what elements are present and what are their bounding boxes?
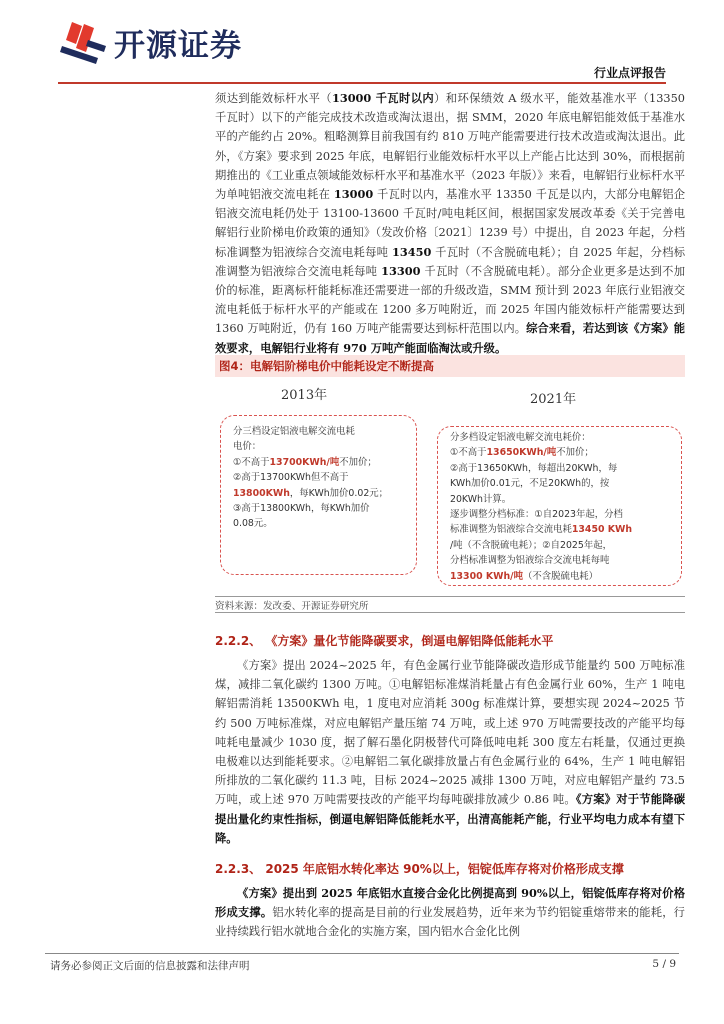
report-type-label: 行业点评报告 <box>593 66 666 80</box>
para1-bold-3: 13450 <box>392 244 432 259</box>
logo-text: 开源证券 <box>114 27 242 64</box>
box-2021-line: 20KWh计算。 <box>450 493 512 505</box>
box-2021-line: KWh加价0.01元，不足20KWh的，按 <box>450 478 610 490</box>
para1-text-2: ）和环保绩效 A 级水平，能效基准水平（13350 千瓦时）以下的产能完成技术改造或淘汰退出，据 SMM，2020 年底电解铝能效低于基准水平的产能约占 20%。粗略测算目前我国有约 810 万吨产能需要进行技术改造或淘汰退出。此外，《方案》要求到 2025 年底，电解铝行业能效标杆水平以上产能占比达到 30%，而根据前期推出的《工业重点领域能效标杆水平和基准水平（2023 年版）》来看，电解铝行业标杆水平为单吨铝液交流电耗在 <box>215 92 685 202</box>
box-2021-line: 13300 KWh/吨（不含脱硫电耗） <box>450 570 598 582</box>
box-2013-line: 分三档设定铝液电解交流电耗 <box>233 426 355 437</box>
year-label-2021: 2021年 <box>530 392 577 407</box>
box-2013-text <box>233 424 413 532</box>
box-2021-pricing <box>437 426 682 586</box>
box-2013-pricing <box>220 415 417 575</box>
section-223-body <box>215 884 685 948</box>
box-2013-line: 0.08元。 <box>233 518 273 530</box>
box-2021-line: 标准调整为铝液综合交流电耗13450 KWh <box>450 524 633 536</box>
box-2021-line: /吨（不含脱硫电耗）；②自2025年起， <box>450 539 612 551</box>
box-2013-line: ②高于13700KWh但不高于 <box>233 472 349 484</box>
box-2021-line: 分多档设定铝液电解交流电耗价： <box>450 432 591 443</box>
figure-tiered-pricing <box>215 378 685 598</box>
box-2021-line: ①不高于13650KWh/吨不加价； <box>450 447 594 459</box>
box-2013-line: 电价： <box>233 441 262 453</box>
header-divider <box>58 82 666 84</box>
para1-conclusion: 综合来看，若达到该《方案》能效要求，电解铝行业将有 970 万吨产能面临淘汰或升级。 <box>215 321 685 355</box>
para1-bold-2: 13000 <box>333 187 374 202</box>
box-2013-line: 13800KWh，每KWh加价0.02元； <box>233 487 389 499</box>
box-2021-text <box>450 430 680 584</box>
year-label-2013: 2013年 <box>281 388 328 403</box>
logo-mark-icon <box>58 18 110 66</box>
para1-bold-1: 13000 千瓦时以内 <box>331 91 435 105</box>
figure-title: 图4：电解铝阶梯电价中能耗设定不断提高 <box>215 355 685 377</box>
page-number: 5 / 9 <box>652 958 676 970</box>
section-223-bold: 《方案》提出到 2025 年底铝水直接合金化比例提高到 90%以上，铝锭低库存将对价格形成支撑。 <box>215 886 685 920</box>
para1-bold-4: 13300 <box>381 263 421 278</box>
paragraph-energy-standards <box>215 89 685 358</box>
source-divider-top <box>215 596 685 597</box>
para1-text-4: 千瓦时（不含脱硫电耗）；自 2025 年起，分档标准调整为铝液综合交流电耗每吨 <box>215 245 686 278</box>
para1-text-5: 千瓦时（不含脱硫电耗）。部分企业更多是达到不加价的标准，距离标杆能耗标准还需要进一部的升级改造，SMM 预计到 2023 年底行业铝液交流电耗低于标杆水平的产能或在 1200 多万吨附近，而 2025 年国内能效标杆产能需要达到 1360 万吨附近，仍有 160 万吨产能需要达到标杆范围以内。 <box>215 264 685 336</box>
section-222-conclusion: 《方案》对于节能降碳提出量化约束性指标，倒逼电解铝降低能耗水平，出清高能耗产能，行业平均电力成本有望下降。 <box>215 792 685 845</box>
box-2013-line: ①不高于13700KWh/吨不加价； <box>233 456 377 468</box>
section-222-text: 《方案》提出 2024~2025 年，有色金属行业节能降碳改造形成节能量约 500 万吨标准煤，减排二氧化碳约 1300 万吨。①电解铝标准煤消耗量占有色金属行业 60%，生产 1 吨电解铝需消耗 13500KWh 电，1 度电对应消耗 300g 标准煤计算，要想实现 2024~2025 节约 500 万吨标准煤，对应电解铝产量压缩 74 万吨，或上述 970 万吨需要技改的产能平均每吨耗电量减少 1030 度，据了解石墨化阴极替代可降低吨电耗 300 度左右耗量，仅通过更换电极难以达到能耗要求。②电解铝二氧化碳排放量占有色金属行业的 64%，生产 1 吨电解铝所排放的二氧化碳约 11.3 吨，目标 2024~2025 减排 1300 万吨，对应电解铝产量约 73.5 万吨，或上述 970 万吨需要技改的产能平均每吨碳排放减少 0.86 吨。 <box>215 659 685 807</box>
box-2021-line: 逐步调整分档标准：①自2023年起，分档 <box>450 509 623 521</box>
box-2021-line: 分档标准调整为铝液综合交流电耗每吨 <box>450 555 610 567</box>
para1-text-3: 千瓦时以内，基准水平 13350 千瓦是以内，大部分电解铝企铝液交流电耗仍处于 13100-13600 千瓦时/吨电耗区间，根据国家发展改革委《关于完善电解铝行业阶梯电价政策的通知》（发改价格〔2021〕1239 号）中提出，自 2023 年起，分档标准调整为铝液综合交流电耗每吨 <box>215 188 686 259</box>
footer-disclaimer: 请务必参阅正文后面的信息披露和法律声明 <box>50 960 250 972</box>
footer-divider <box>45 953 679 954</box>
para1-text-1: 须达到能效标杆水平（ <box>215 92 332 105</box>
box-2013-line: ③高于13800KWh，每KWh加价 <box>233 503 370 515</box>
section-223-text: 铝水转化率的提高是目前的行业发展趋势，近年来为节约铝锭重熔带来的能耗，行业持续践行铝水就地合金化的实施方案，国内铝水合金化比例 <box>215 906 685 939</box>
section-222-heading: 2.2.2、 《方案》量化节能降碳要求，倒逼电解铝降低能耗水平 <box>215 634 554 648</box>
figure-source: 资料来源：发改委、开源证券研究所 <box>215 601 369 612</box>
box-2021-line: ②高于13650KWh，每超出20KWh，每 <box>450 462 618 474</box>
company-logo <box>58 18 268 66</box>
section-223-heading: 2.2.3、 2025 年底铝水转化率达 90%以上，铝锭低库存将对价格形成支撑 <box>215 862 624 876</box>
source-divider-bottom <box>215 612 685 613</box>
section-222-body <box>215 656 685 848</box>
